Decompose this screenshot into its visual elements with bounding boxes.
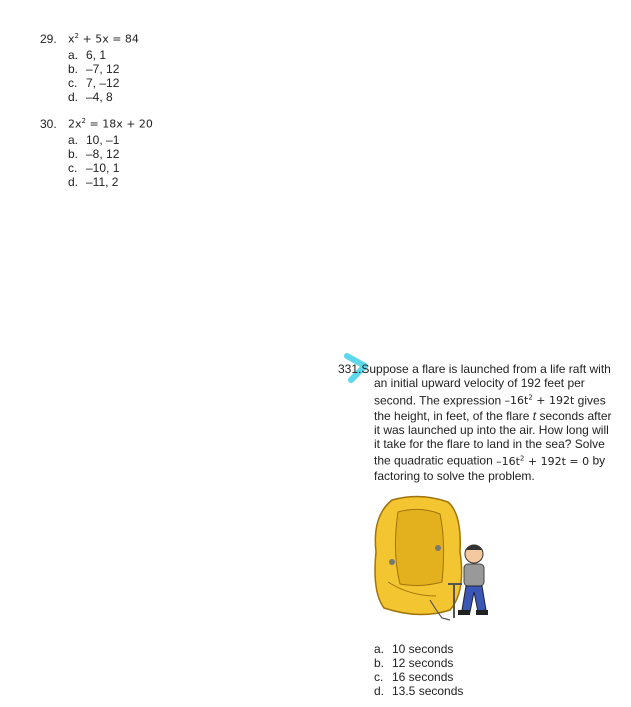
question-29 bbox=[40, 32, 139, 104]
choice-c[interactable]: c. 16 seconds bbox=[374, 670, 454, 684]
choice-d[interactable]: d. –11, 2 bbox=[68, 175, 119, 189]
choice-a[interactable]: a. 10, –1 bbox=[68, 133, 120, 147]
choice-a[interactable]: a. 10 seconds bbox=[374, 642, 454, 656]
choice-d[interactable]: d. –4, 8 bbox=[68, 90, 113, 104]
question-number: 29. bbox=[40, 32, 57, 46]
question-30 bbox=[40, 117, 153, 189]
question-31: 331.Suppose a flare is launched from a life raft with an initial upward velocity of 192 feet per second. The expression $-16t^2 + 192t$ gives the height, in feet, of the flare t seconds after it was launched up into the air. How long will it take for the flare to land in the sea? Solve the quadratic equation $-16t^2 + 192t = 0$ by factoring to solve the problem. bbox=[338, 362, 612, 484]
question-number: 331. bbox=[338, 362, 362, 376]
equation: $-16t^2 + 192t = 0$ bbox=[496, 454, 590, 469]
equation: $x^2 + 5x = 84$ bbox=[68, 32, 139, 46]
choice-b[interactable]: b. –7, 12 bbox=[68, 62, 120, 76]
question-31-choices bbox=[374, 642, 463, 698]
choice-b[interactable]: b. –8, 12 bbox=[68, 147, 120, 161]
choice-a[interactable]: a. 6, 1 bbox=[68, 48, 107, 62]
equation: $2x^2 = 18x + 20$ bbox=[68, 117, 153, 131]
choice-c[interactable]: c. –10, 1 bbox=[68, 161, 120, 175]
person-legs bbox=[462, 586, 486, 612]
choice-c[interactable]: c. 7, –12 bbox=[68, 76, 120, 90]
choice-b[interactable]: b. 12 seconds bbox=[374, 656, 454, 670]
expression: $-16t^2 + 192t$ bbox=[504, 393, 575, 408]
question-number: 30. bbox=[40, 117, 57, 131]
choice-d[interactable]: d. 13.5 seconds bbox=[374, 684, 464, 698]
person-shirt bbox=[464, 564, 484, 586]
life-raft-illustration bbox=[370, 492, 496, 632]
